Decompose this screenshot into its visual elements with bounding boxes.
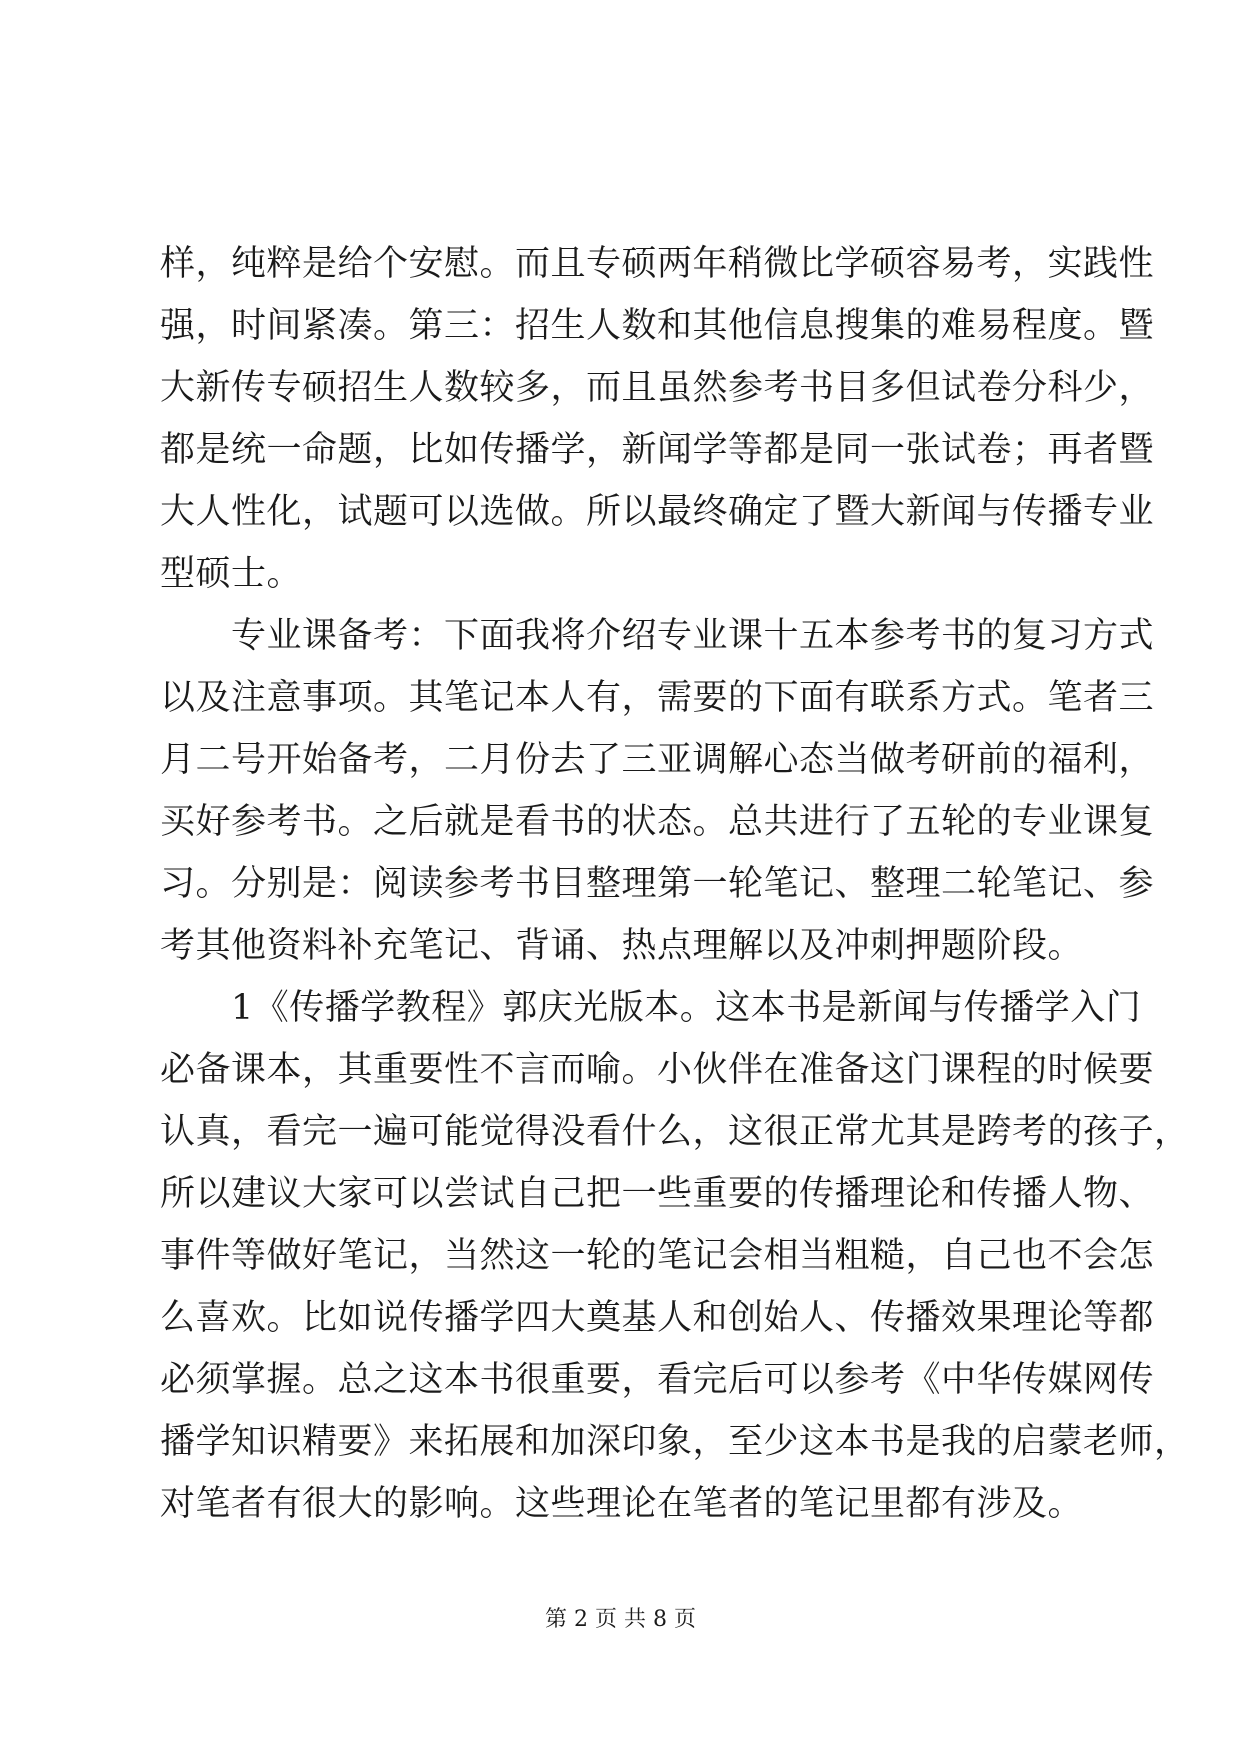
text-line: 样，纯粹是给个安慰。而且专硕两年稍微比学硕容易考，实践性 — [160, 244, 1155, 284]
document-body — [160, 233, 1190, 1535]
text-line: 事件等做好笔记，当然这一轮的笔记会相当粗糙，自己也不会怎 — [160, 1236, 1155, 1276]
text-line: 大新传专硕招生人数较多，而且虽然参考书目多但试卷分科少， — [160, 368, 1155, 408]
text-line: 买好参考书。之后就是看书的状态。总共进行了五轮的专业课复 — [160, 802, 1155, 842]
text-line: 强，时间紧凑。第三：招生人数和其他信息搜集的难易程度。暨 — [160, 306, 1155, 346]
text-line: 必备课本，其重要性不言而喻。小伙伴在准备这门课程的时候要 — [160, 1050, 1155, 1090]
text-line: 型硕士。 — [160, 554, 303, 594]
page-footer — [0, 1602, 1241, 1633]
text-line: 认真，看完一遍可能觉得没看什么，这很正常尤其是跨考的孩子， — [160, 1112, 1190, 1152]
text-line: 以及注意事项。其笔记本人有，需要的下面有联系方式。笔者三 — [160, 678, 1155, 718]
text-line: 习。分别是：阅读参考书目整理第一轮笔记、整理二轮笔记、参 — [160, 864, 1155, 904]
text-line: 所以建议大家可以尝试自己把一些重要的传播理论和传播人物、 — [160, 1174, 1155, 1214]
paragraph-2 — [160, 605, 1155, 977]
page-number: 第 2 页 共 8 页 — [545, 1607, 696, 1632]
text-line: 对笔者有很大的影响。这些理论在笔者的笔记里都有涉及。 — [160, 1484, 1084, 1524]
text-line: 播学知识精要》来拓展和加深印象，至少这本书是我的启蒙老师， — [160, 1422, 1190, 1462]
text-line: 必须掌握。总之这本书很重要，看完后可以参考《中华传媒网传 — [160, 1360, 1155, 1400]
text-line: 都是统一命题，比如传播学，新闻学等都是同一张试卷；再者暨 — [160, 430, 1155, 470]
text-line: 专业课备考：下面我将介绍专业课十五本参考书的复习方式 — [160, 616, 1155, 656]
paragraph-3 — [160, 977, 1190, 1535]
text-line: 考其他资料补充笔记、背诵、热点理解以及冲刺押题阶段。 — [160, 926, 1084, 966]
text-line: 么喜欢。比如说传播学四大奠基人和创始人、传播效果理论等都 — [160, 1298, 1155, 1338]
text-line: 大人性化，试题可以选做。所以最终确定了暨大新闻与传播专业 — [160, 492, 1155, 532]
text-line: 1《传播学教程》郭庆光版本。这本书是新闻与传播学入门 — [160, 988, 1142, 1028]
paragraph-1 — [160, 233, 1155, 605]
text-line: 月二号开始备考，二月份去了三亚调解心态当做考研前的福利， — [160, 740, 1155, 780]
